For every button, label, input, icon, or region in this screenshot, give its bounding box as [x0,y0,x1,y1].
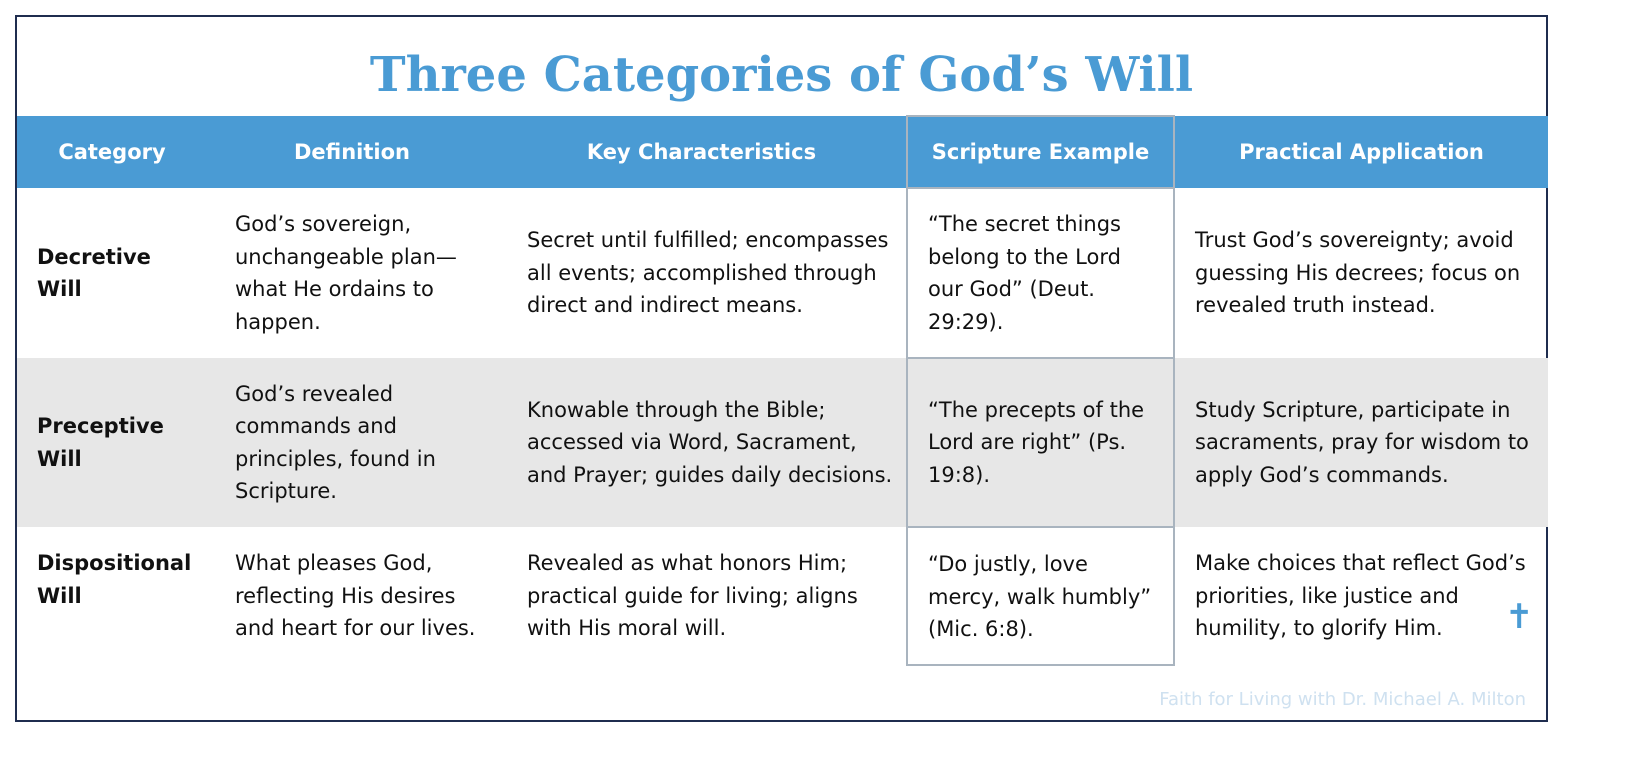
application-cell: Trust God’s sovereignty; avoid guessing His decrees; focus on revealed truth instead. [1195,228,1521,318]
table-row [17,188,1548,358]
application-cell: Study Scripture, participate in sacraments, pray for wisdom to apply God’s commands. [1174,358,1548,527]
document-frame [15,15,1548,722]
header-definition: Definition [207,116,497,188]
category-cell: Decretive Will [37,244,151,301]
category-cell: Preceptive Will [17,358,207,527]
page-title: Three Categories of God’s Will [369,47,1194,103]
category-cell: Dispositional Will [37,551,192,608]
header-practical-application: Practical Application [1174,116,1548,188]
scripture-cell: “The precepts of the Lord are right” (Ps. 19:8). [907,358,1174,527]
header-key-characteristics: Key Characteristics [497,116,907,188]
scripture-cell: “Do justly, love mercy, walk humbly” (Mic. 6:8). [907,527,1174,665]
definition-cell: God’s sovereign, unchangeable plan—what He ordains to happen. [235,212,457,334]
cross-icon: ✝ [1505,597,1534,637]
application-cell: Make choices that reflect God’s priorities, like justice and humility, to glorify Him. [1195,551,1526,640]
characteristics-cell: Knowable through the Bible; accessed via Word, Sacrament, and Prayer; guides daily decisions. [497,358,907,527]
table-row [17,358,1548,527]
header-scripture-example: Scripture Example [907,116,1174,188]
table-row [17,527,1548,665]
will-categories-table [17,115,1548,666]
table-header [17,116,1548,188]
scripture-cell: “The secret things belong to the Lord our God” (Deut. 29:29). [907,188,1174,358]
header-row [17,116,1548,188]
characteristics-cell: Secret until fulfilled; encompasses all events; accomplished through direct and indirect means. [527,228,889,318]
header-category: Category [17,116,207,188]
definition-cell: What pleases God, reflecting His desires and heart for our lives. [235,551,476,640]
footer-credit: Faith for Living with Dr. Michael A. Milton [1159,689,1526,710]
characteristics-cell: Revealed as what honors Him; practical guide for living; aligns with His moral will. [527,551,858,640]
definition-cell: God’s revealed commands and principles, found in Scripture. [207,358,497,527]
table-body [17,188,1548,665]
